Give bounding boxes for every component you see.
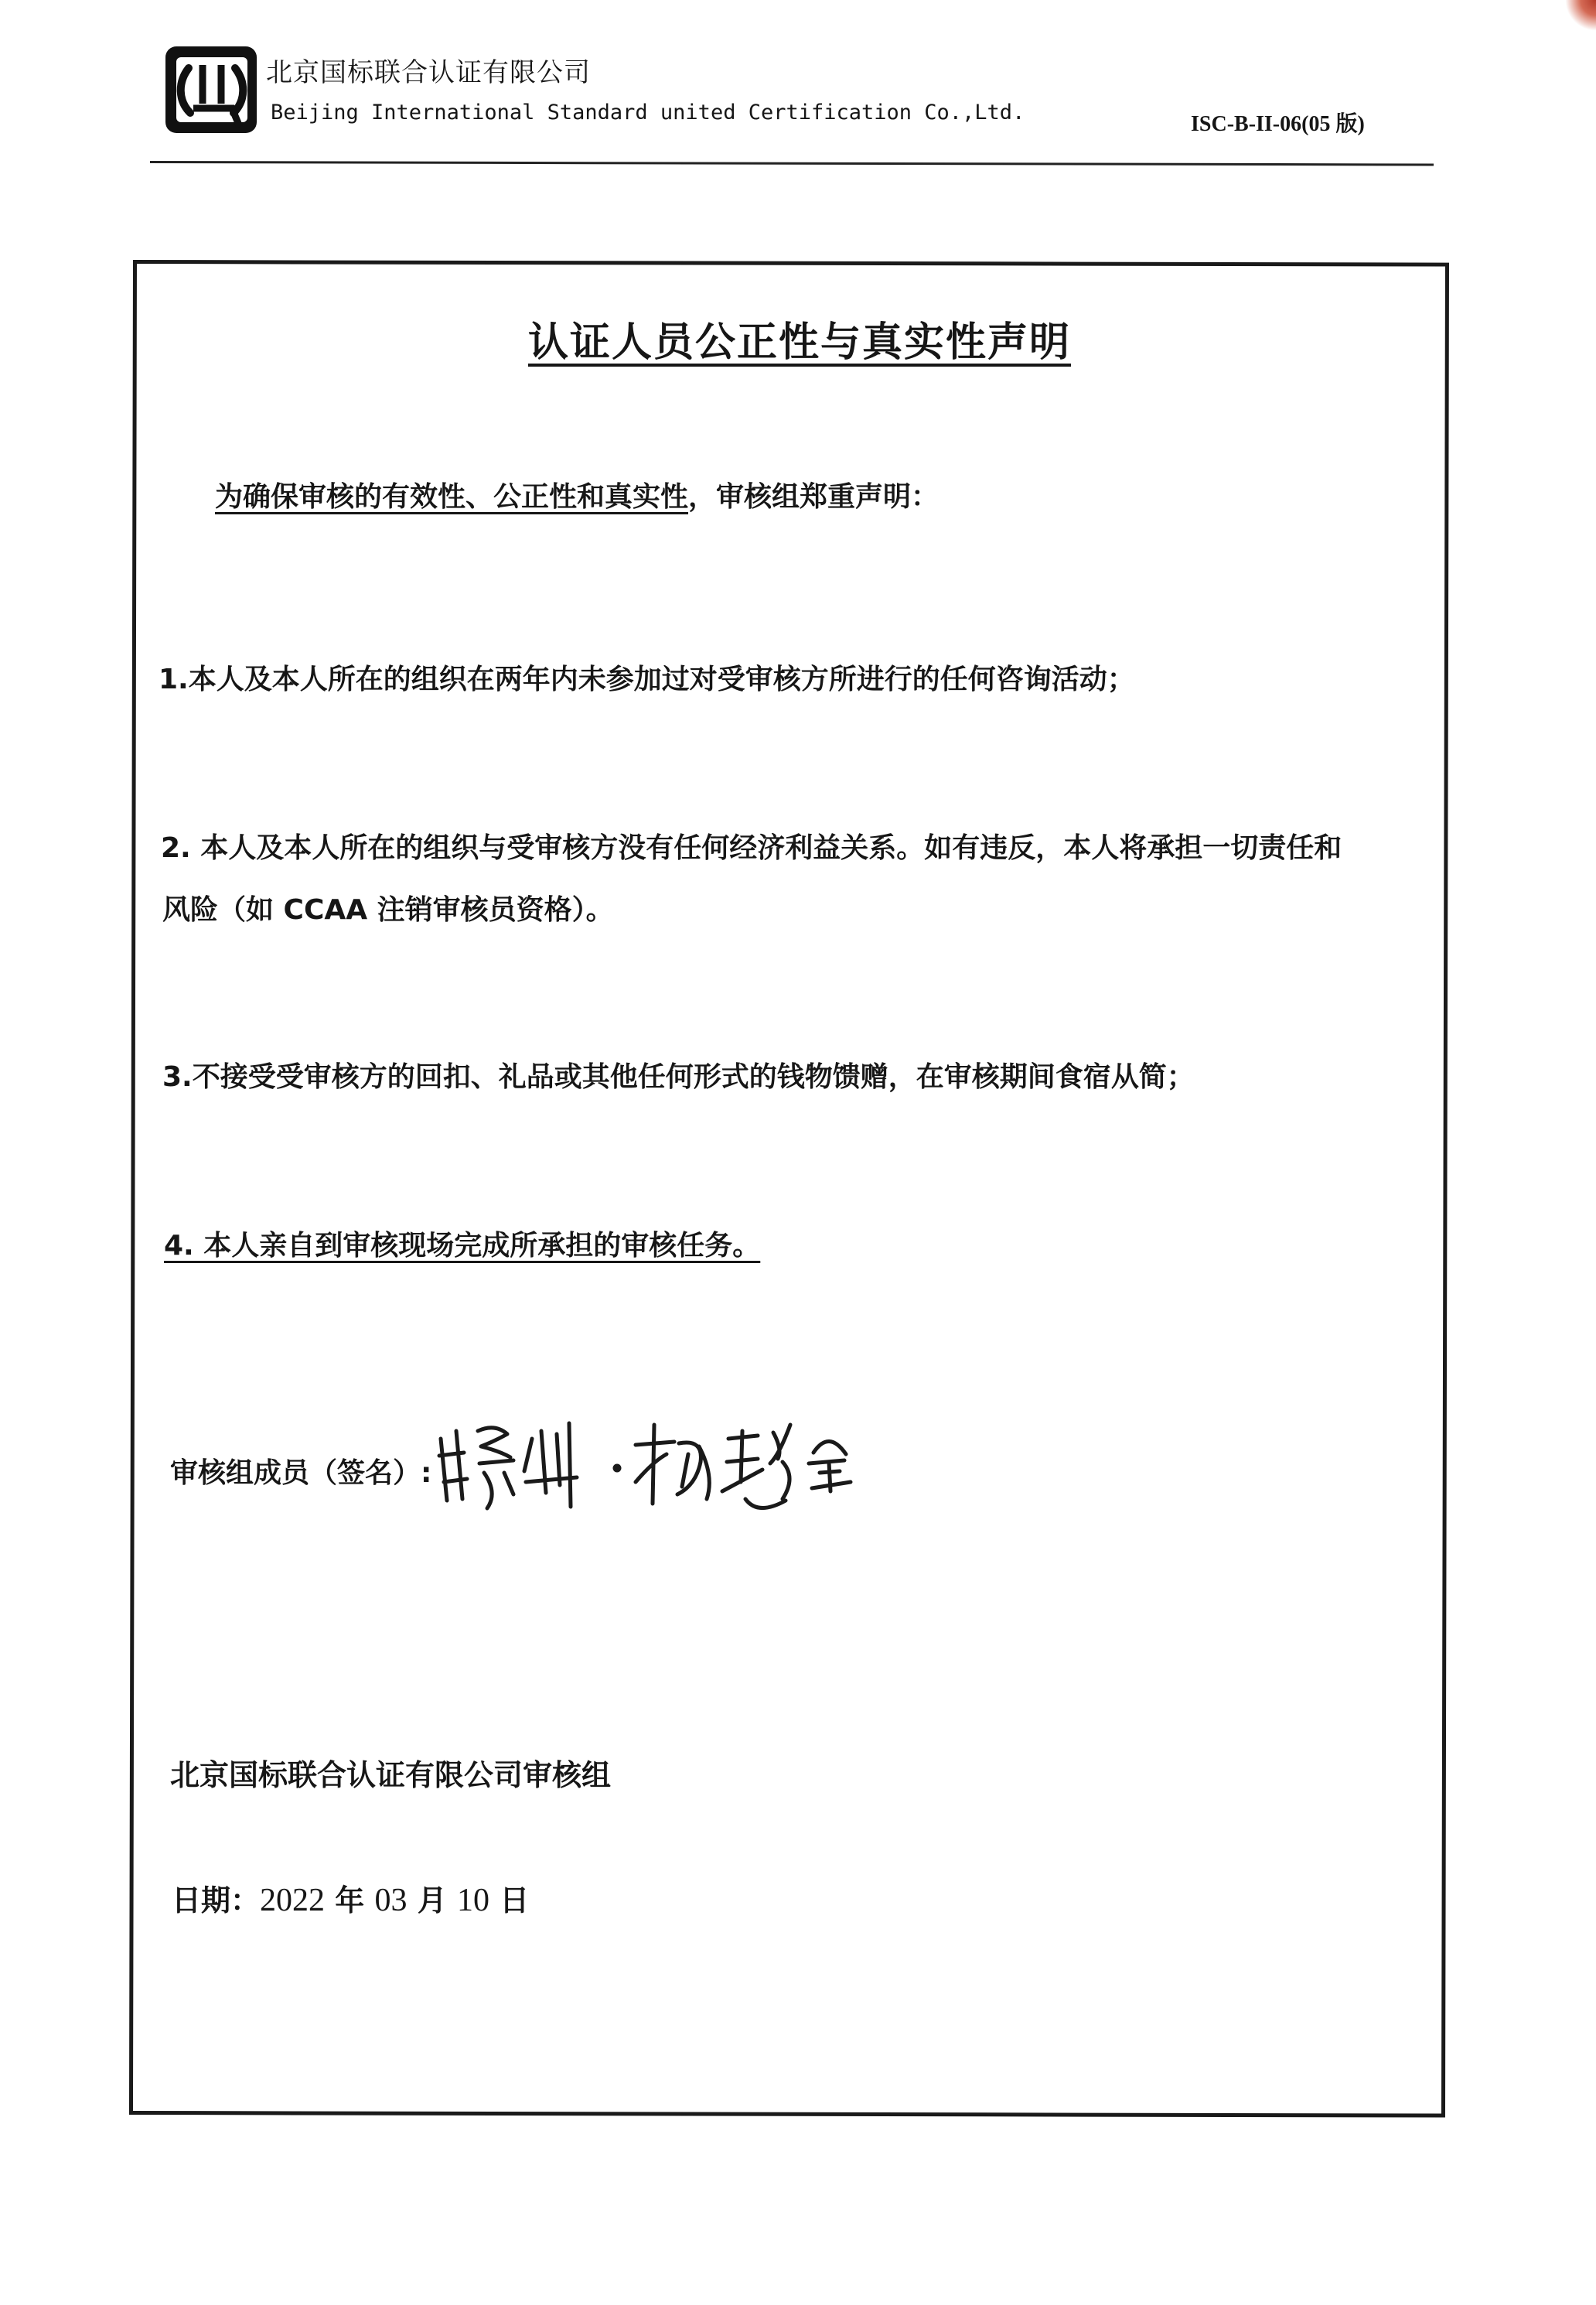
document-code: ISC-B-II-06(05 版) [1191,112,1365,136]
declaration-date [172,1876,529,1919]
declaration-intro [215,475,939,514]
audit-team-organization: 北京国标联合认证有限公司审核组 [170,1758,612,1792]
declaration-frame [129,260,1449,2118]
company-logo-icon [162,43,263,138]
intro-rest-text: ，审核组郑重声明： [688,481,940,513]
handwritten-signature [433,1408,866,1524]
date-year-unit: 年 [335,1883,365,1917]
header-divider [150,161,1434,166]
date-month: 03 [374,1883,408,1918]
date-month-unit: 月 [417,1883,447,1917]
date-year: 2022 [260,1883,326,1918]
date-day: 10 [456,1883,489,1918]
page-title: 认证人员公正性与真实性声明 [528,319,1072,366]
declaration-item-2-line-1: 2. 本人及本人所在的组织与受审核方没有任何经济利益关系。如有违反，本人将承担一切责任和 [161,832,1342,864]
page-corner-mark [1565,0,1596,31]
declaration-item-4: 4. 本人亲自到审核现场完成所承担的审核任务。 [164,1230,761,1262]
company-name-en: Beijing International Standard united Certification Co.,Ltd. [271,101,1025,125]
date-day-unit: 日 [500,1883,530,1917]
company-name-cn: 北京国标联合认证有限公司 [266,57,591,88]
declaration-item-3: 3.不接受受审核方的回扣、礼品或其他任何形式的钱物馈赠，在审核期间食宿从简； [162,1061,1195,1093]
declaration-item-2-line-2: 风险（如 CCAA 注销审核员资格）。 [162,894,614,926]
intro-underlined-text: 为确保审核的有效性、公正性和真实性 [215,481,689,513]
date-label: 日期： [172,1883,261,1917]
declaration-item-1: 1.本人及本人所在的组织在两年内未参加过对受审核方所进行的任何咨询活动； [159,664,1135,695]
signature-label: 审核组成员（签名）: [170,1457,432,1489]
